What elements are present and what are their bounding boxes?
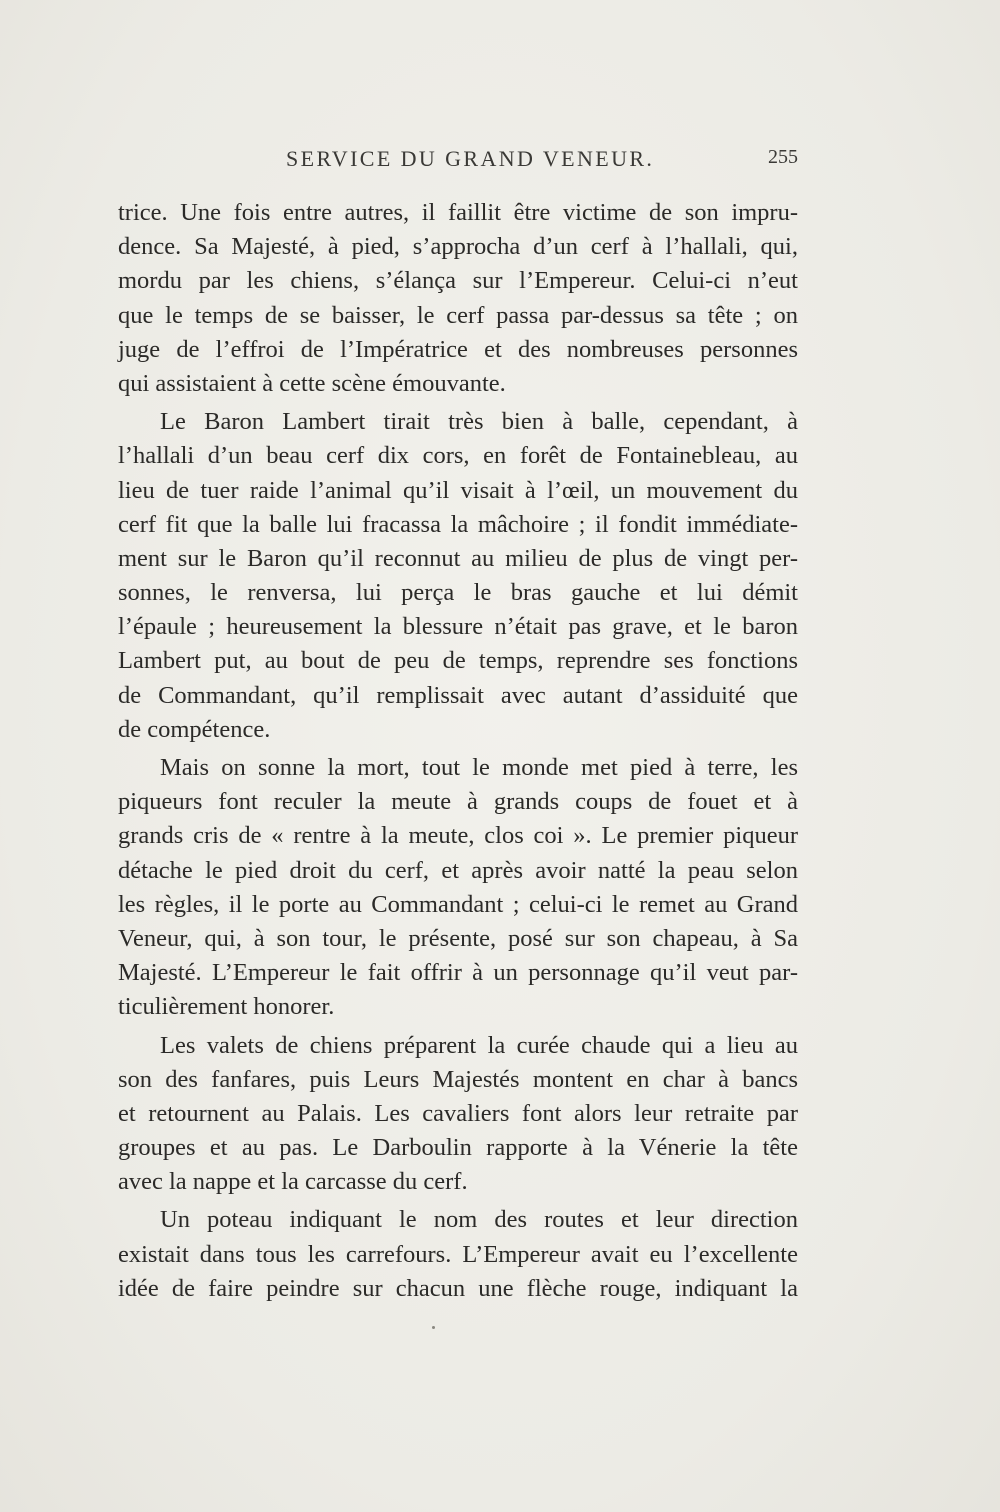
running-head: SERVICE DU GRAND VENEUR. (286, 146, 655, 171)
text-line: ment sur le Baron qu’il reconnut au milieu de plus de vingt per- (118, 544, 798, 572)
text-line: détache le pied droit du cerf, et après avoir natté la peau selon (118, 856, 798, 884)
text-line: que le temps de se baisser, le cerf passa par-dessus sa tête ; on (118, 301, 798, 329)
text-line: l’hallali d’un beau cerf dix cors, en forêt de Fontainebleau, au (118, 442, 798, 470)
text-line: de Commandant, qu’il remplissait avec autant d’assiduité que (118, 681, 798, 709)
text-line: trice. Une fois entre autres, il faillit être victime de son impru- (118, 199, 798, 226)
paragraph (118, 196, 798, 401)
text-line: avec la nappe et la carcasse du cerf. (118, 1168, 468, 1196)
text-line: les règles, il le porte au Commandant ; celui-ci le remet au Grand (118, 890, 798, 918)
text-line: lieu de tuer raide l’animal qu’il visait à l’œil, un mouvement du (118, 476, 798, 504)
text-line: groupes et au pas. Le Darboulin rapporte à la Vénerie la tête (118, 1134, 798, 1162)
text-line: dence. Sa Majesté, à pied, s’approcha d’un cerf à l’hallali, qui, (118, 233, 798, 261)
text-line: Les valets de chiens préparent la curée chaude qui a lieu au (160, 1031, 798, 1059)
text-line: mordu par les chiens, s’élança sur l’Empereur. Celui-ci n’eut (118, 267, 798, 295)
paragraph (118, 1203, 798, 1306)
text-line: idée de faire peindre sur chacun une flèche rouge, indiquant la (118, 1274, 798, 1302)
text-line: Le Baron Lambert tirait très bien à balle, cependant, à (160, 408, 798, 436)
paragraph (118, 405, 798, 747)
text-line: son des fanfares, puis Leurs Majestés montent en char à bancs (118, 1065, 798, 1093)
text-line: piqueurs font reculer la meute à grands coups de fouet et à (118, 788, 798, 816)
page-header (118, 146, 798, 186)
text-line: ticulièrement honorer. (118, 993, 335, 1021)
body-text (118, 196, 798, 1306)
text-line: et retournent au Palais. Les cavaliers font alors leur retraite par (118, 1099, 798, 1127)
text-line: Veneur, qui, à son tour, le présente, posé sur son chapeau, à Sa (118, 924, 798, 952)
text-line: l’épaule ; heureusement la blessure n’était pas grave, et le baron (118, 613, 798, 641)
text-line: existait dans tous les carrefours. L’Empereur avait eu l’excellente (118, 1240, 798, 1268)
text-line: Un poteau indiquant le nom des routes et leur direction (160, 1206, 798, 1234)
text-line: Majesté. L’Empereur le fait offrir à un personnage qu’il veut par- (118, 959, 798, 987)
text-line: Mais on sonne la mort, tout le monde met pied à terre, les (160, 754, 798, 781)
text-line: cerf fit que la balle lui fracassa la mâchoire ; il fondit immédiate- (118, 510, 798, 538)
text-line: grands cris de « rentre à la meute, clos coi ». Le premier piqueur (118, 822, 798, 850)
paragraph (118, 1029, 798, 1200)
text-line: de compétence. (118, 715, 271, 743)
page-number: 255 (768, 146, 798, 168)
text-line: qui assistaient à cette scène émouvante. (118, 369, 506, 397)
text-line: juge de l’effroi de l’Impératrice et des nombreuses personnes (118, 335, 798, 363)
text-line: sonnes, le renversa, lui perça le bras gauche et lui démit (118, 579, 798, 607)
paragraph (118, 751, 798, 1025)
paper-speck (432, 1326, 435, 1329)
text-line: Lambert put, au bout de peu de temps, reprendre ses fonctions (118, 647, 798, 675)
